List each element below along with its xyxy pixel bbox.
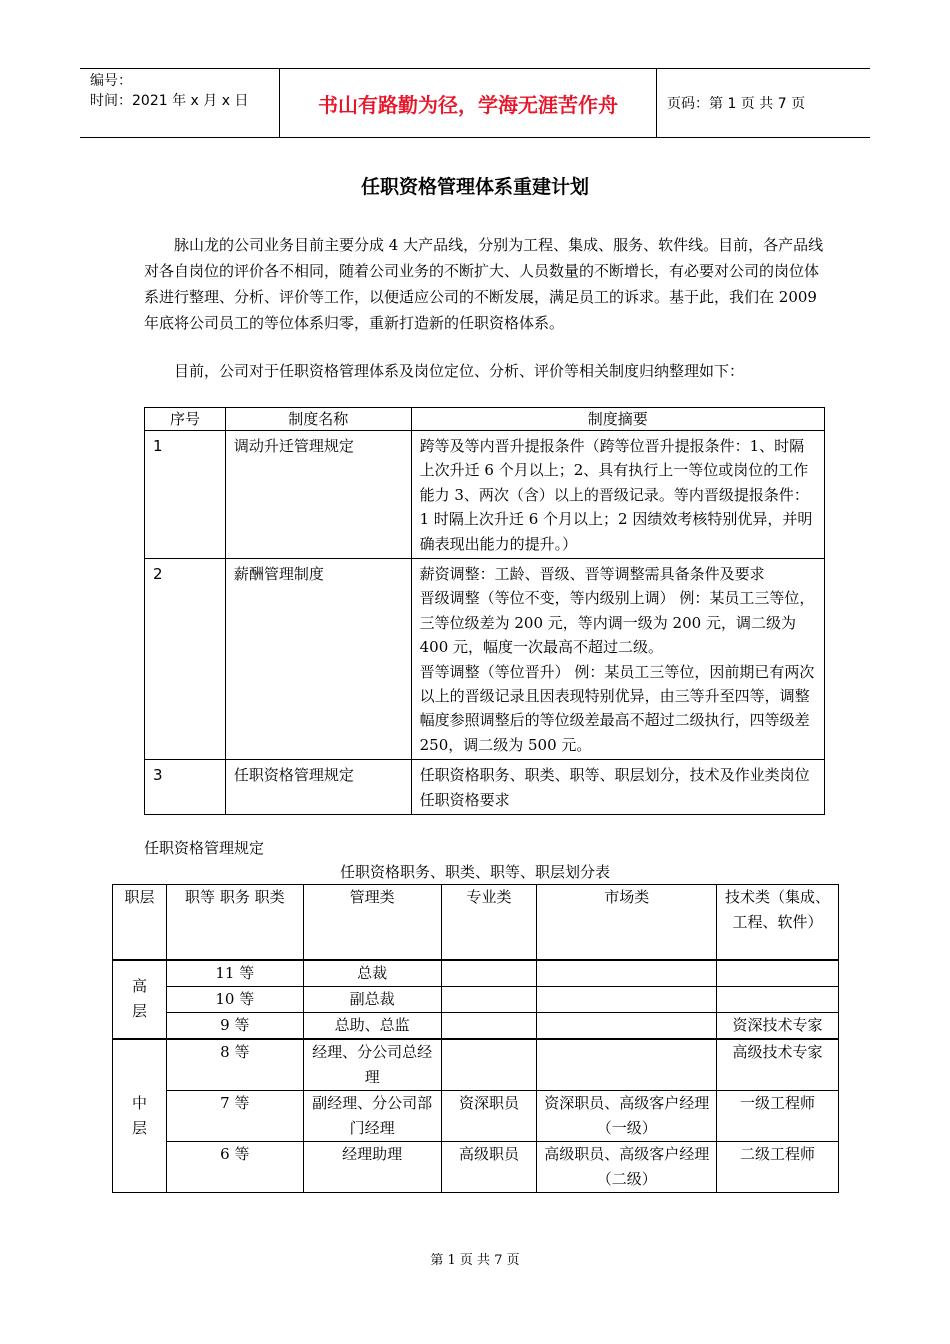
- table-caption: 任职资格职务、职类、职等、职层划分表: [339, 863, 610, 881]
- prof-cell: 高级职员: [441, 1141, 537, 1192]
- document-title: 任职资格管理体系重建计划: [360, 176, 589, 198]
- header-grade: 职等 职务 职类: [166, 885, 303, 960]
- summary-paragraph: 目前，公司对于任职资格管理体系及岗位定位、分析、评价等相关制度归纳整理如下：: [174, 362, 745, 380]
- header-num: 序号: [145, 408, 226, 431]
- table-row: [145, 431, 825, 559]
- prof-cell: [441, 1012, 537, 1039]
- summary-text: 晋级调整（等位不变，等内级别上调） 例：某员工三等位，三等位级差为 200 元，等内调一级为 200 元，调二级为 400 元，幅度一次最高不超过二级。: [419, 589, 815, 657]
- tech-cell: 资深技术专家: [717, 1012, 839, 1039]
- mgmt-cell: 副经理、分公司部门经理: [303, 1090, 441, 1141]
- policy-table-header: [145, 408, 825, 431]
- tech-cell: [717, 960, 839, 987]
- market-cell: [537, 1012, 717, 1039]
- intro-paragraph: 脉山龙的公司业务目前主要分成 4 大产品线，分别为工程、集成、服务、软件线。目前，各产品线对各自岗位的评价各不相同，随着公司业务的不断扩大、人员数量的不断增长，有必要对公司的岗位体系进行整理、分析、评价等工作，以便适应公司的不断发展，满足员工的诉求。基于此，我们在 2009 年底将公司员工的等位体系归零，重新打造新的任职资格体系。: [144, 236, 824, 332]
- header-summary: 制度摘要: [411, 408, 824, 431]
- header-info: [80, 69, 280, 137]
- market-cell: 资深职员、高级客户经理（一级）: [537, 1090, 717, 1141]
- prof-cell: [441, 960, 537, 987]
- header-market: 市场类: [537, 885, 717, 960]
- mgmt-cell: 经理助理: [303, 1141, 441, 1192]
- market-cell: 高级职员、高级客户经理（二级）: [537, 1141, 717, 1192]
- table-row: [113, 1039, 839, 1091]
- tech-cell: 高级技术专家: [717, 1039, 839, 1091]
- mgmt-cell: 总助、总监: [303, 1012, 441, 1039]
- grade-table: [112, 884, 839, 1193]
- row-num: 1: [145, 431, 226, 559]
- table-row: [113, 1012, 839, 1039]
- row-name: 调动升迁管理规定: [225, 431, 411, 559]
- market-cell: [537, 986, 717, 1012]
- layer-cell: 中 层: [113, 1039, 167, 1193]
- table-row: [145, 760, 825, 815]
- time-label: 时间：2021 年 x 月 x 日: [90, 93, 249, 109]
- row-summary: [411, 559, 824, 760]
- tech-cell: 二级工程师: [717, 1141, 839, 1192]
- grade-cell: 8 等: [166, 1039, 303, 1091]
- row-summary: [411, 431, 824, 559]
- section-caption: 任职资格管理规定: [144, 839, 265, 857]
- header-layer: 职层: [113, 885, 167, 960]
- page-footer: 第 1 页 共 7 页: [430, 1253, 520, 1268]
- row-num: 2: [145, 559, 226, 760]
- grade-table-header: [113, 885, 839, 960]
- table-row: [145, 559, 825, 760]
- prof-cell: 资深职员: [441, 1090, 537, 1141]
- tech-cell: 一级工程师: [717, 1090, 839, 1141]
- table-row: [113, 986, 839, 1012]
- summary-text: 跨等及等内晋升提报条件（跨等位晋升提报条件：1、时隔上次升迁 6 个月以上；2、具有执行上一等位或岗位的工作能力 3、两次（含）以上的晋级记录。等内晋级提报条件：1 时隔上次升迁 6 个月以上；2 因绩效考核特别优异，并明确表现出能力的提升。）: [419, 437, 813, 553]
- header-motto: 书山有路勤为径，学海无涯苦作舟: [280, 69, 657, 137]
- grade-cell: 11 等: [166, 960, 303, 987]
- number-label: 编号：: [90, 73, 132, 89]
- mgmt-cell: 总裁: [303, 960, 441, 987]
- header-mgmt: 管理类: [303, 885, 441, 960]
- grade-cell: 7 等: [166, 1090, 303, 1141]
- market-cell: [537, 1039, 717, 1091]
- table-row: [113, 960, 839, 987]
- header-prof: 专业类: [441, 885, 537, 960]
- grade-cell: 10 等: [166, 986, 303, 1012]
- header-page-label: 页码：第 1 页 共 7 页: [667, 96, 806, 112]
- market-cell: [537, 960, 717, 987]
- table-row: [113, 1090, 839, 1141]
- header-name: 制度名称: [225, 408, 411, 431]
- row-num: 3: [145, 760, 226, 815]
- mgmt-cell: 副总裁: [303, 986, 441, 1012]
- grade-cell: 9 等: [166, 1012, 303, 1039]
- prof-cell: [441, 1039, 537, 1091]
- summary-text: 晋等调整（等位晋升） 例：某员工三等位，因前期已有两次以上的晋级记录且因表现特别优异，由三等升至四等，调整幅度参照调整后的等位级差最高不超过二级执行，四等级差 250，调二级为 500 元。: [419, 662, 815, 754]
- row-summary: [411, 760, 824, 815]
- row-name: 任职资格管理规定: [225, 760, 411, 815]
- tech-cell: [717, 986, 839, 1012]
- table-row: [113, 1141, 839, 1192]
- mgmt-cell: 经理、分公司总经理: [303, 1039, 441, 1091]
- summary-text: 任职资格职务、职类、职等、职层划分，技术及作业类岗位任职资格要求: [419, 766, 810, 809]
- grade-cell: 6 等: [166, 1141, 303, 1192]
- policy-table: [144, 407, 825, 815]
- layer-cell: 高 层: [113, 960, 167, 1039]
- header-tech: 技术类（集成、工程、软件）: [717, 885, 839, 960]
- page-header: [80, 68, 870, 138]
- summary-text: 薪资调整：工龄、晋级、晋等调整需具备条件及要求: [419, 565, 765, 584]
- row-name: 薪酬管理制度: [225, 559, 411, 760]
- prof-cell: [441, 986, 537, 1012]
